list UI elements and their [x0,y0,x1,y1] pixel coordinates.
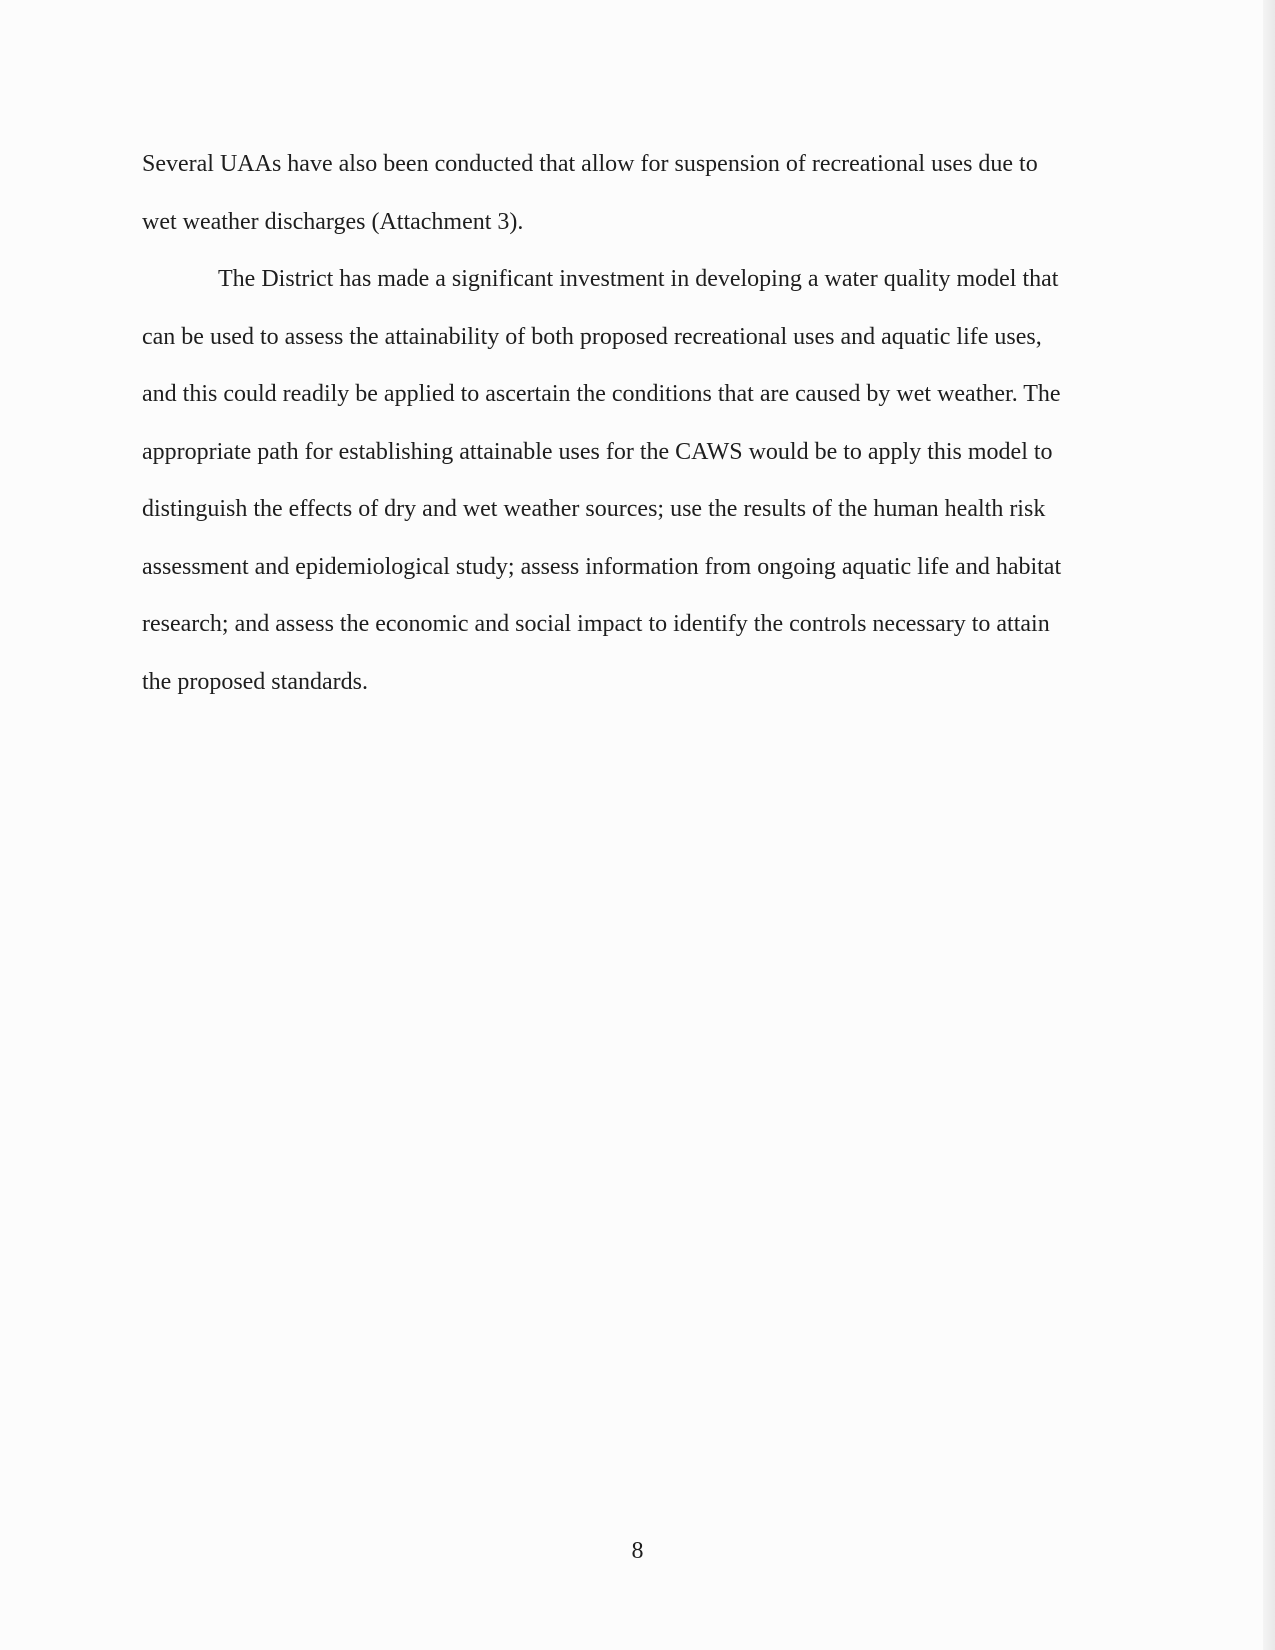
paragraph-2-line-1: The District has made a significant investment in developing a water quality model that [218,266,1059,292]
paragraph-2-line-7: research; and assess the economic and social impact to identify the controls necessary to attain [142,611,1050,637]
paragraph-2-line-2: can be used to assess the attainability of both proposed recreational uses and aquatic life uses, [142,323,1042,350]
body-text [142,136,1132,711]
paragraph-1-line-1: Several UAAs have also been conducted that allow for suspension of recreational uses due to [142,151,1038,177]
paragraph-2-line-6: assessment and epidemiological study; assess information from ongoing aquatic life and habitat [142,553,1062,580]
paragraph-1-line-2: wet weather discharges (Attachment 3). [142,208,524,235]
page-edge-shadow [1263,0,1275,1650]
page-number: 8 [631,1538,644,1564]
paragraph-2-line-8: the proposed standards. [142,668,368,695]
paragraph-2-line-3: and this could readily be applied to ascertain the conditions that are caused by wet weather. The [142,381,1061,407]
paragraph-2-line-4: appropriate path for establishing attainable uses for the CAWS would be to apply this model to [142,438,1053,465]
paragraph-2-line-5: distinguish the effects of dry and wet weather sources; use the results of the human health risk [142,496,1046,522]
